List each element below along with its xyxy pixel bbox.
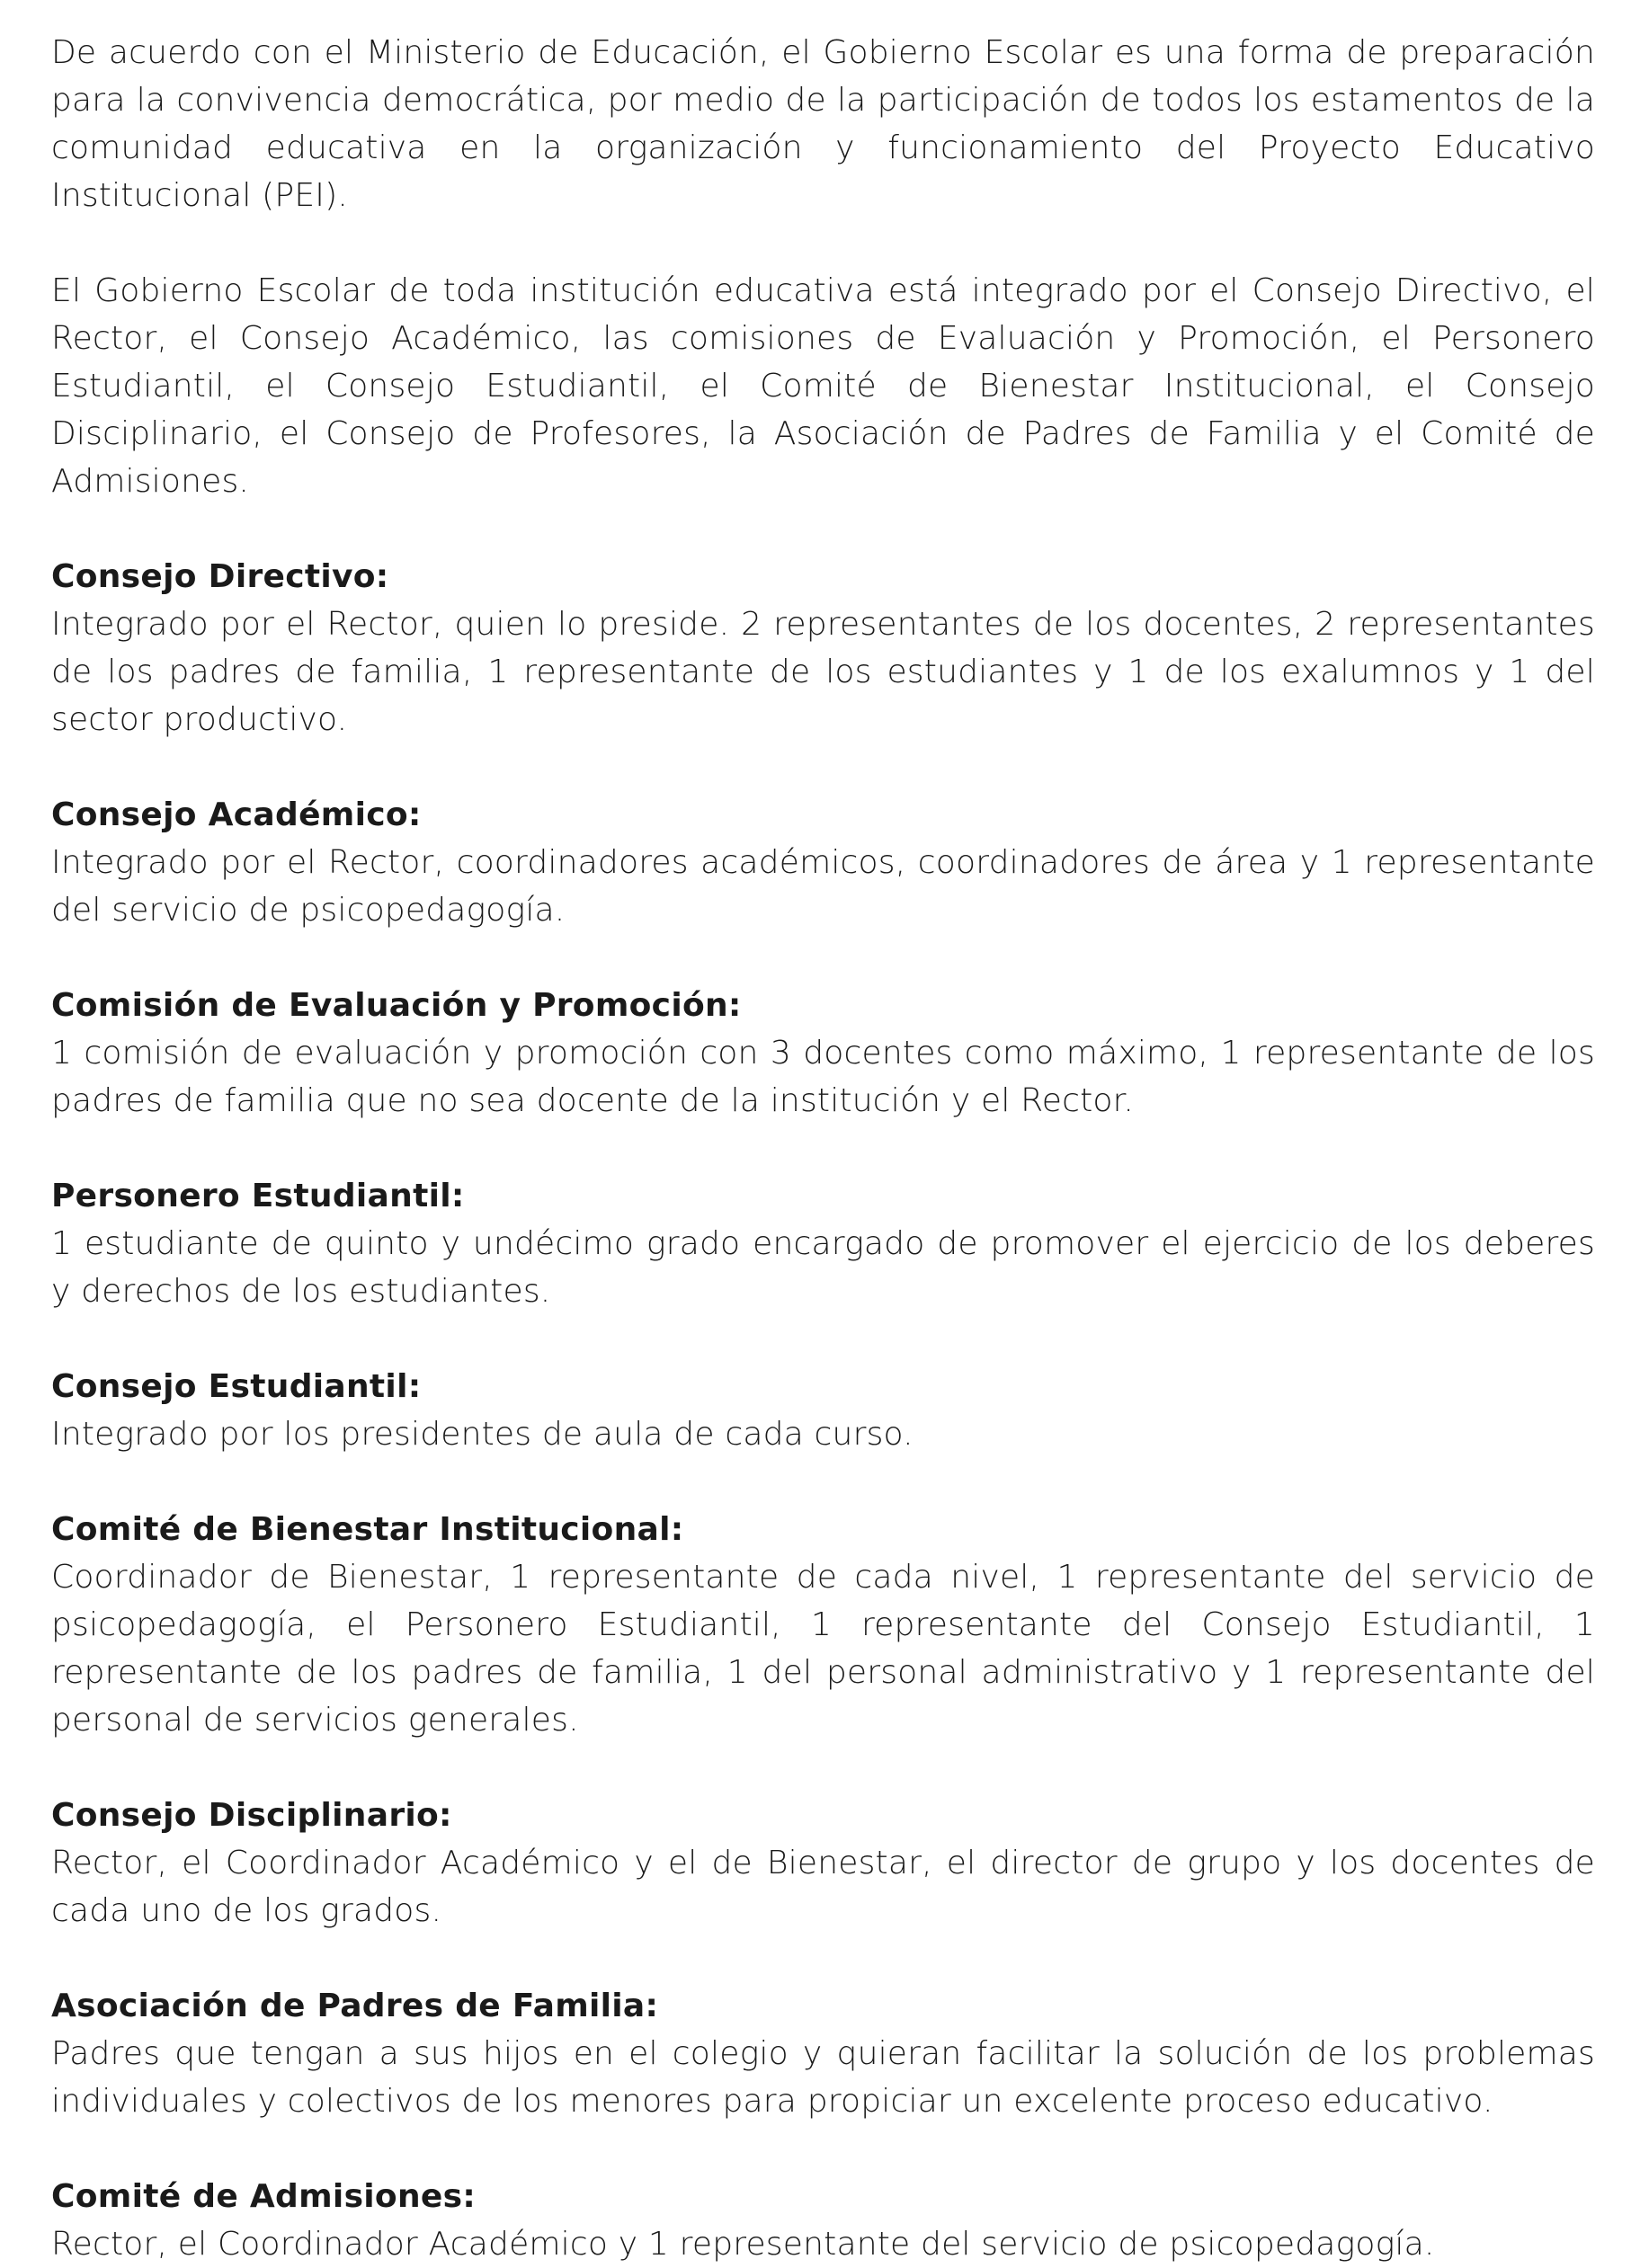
section-comision-evaluacion (51, 982, 1595, 1125)
section-body: Padres que tengan a sus hijos en el colegio y quieran facilitar la solución de los problemas individuales y colectivos de los menores para propiciar un excelente proceso educativo. (51, 2035, 1595, 2120)
section-title: Consejo Estudiantil: (51, 1368, 422, 1405)
spacer (51, 219, 1595, 267)
section-title: Comisión de Evaluación y Promoción: (51, 987, 742, 1024)
section-body: Coordinador de Bienestar, 1 representante de cada nivel, 1 representante del servicio de psicopedagogía, el Personero Estudiantil, 1 representante del Consejo Estudiantil, 1 representante de los padres de familia, 1 del personal administrativo y 1 representante del personal de servicios generales. (51, 1559, 1595, 1739)
section-body: Rector, el Coordinador Académico y el de Bienestar, el director de grupo y los docentes de cada uno de los grados. (51, 1845, 1595, 1929)
spacer (51, 1458, 1595, 1506)
spacer (51, 505, 1595, 553)
section-title: Comité de Admisiones: (51, 2178, 477, 2215)
spacer (51, 1125, 1595, 1172)
section-title: Asociación de Padres de Familia: (51, 1988, 659, 2024)
section-comite-admisiones (51, 2173, 1595, 2268)
section-title: Consejo Directivo: (51, 558, 389, 595)
intro-paragraph-1: De acuerdo con el Ministerio de Educación, el Gobierno Escolar es una forma de preparación para la convivencia democrática, por medio de la participación de todos los estamentos de la comunidad educativa en la organización y funcionamiento del Proyecto Educativo Institucional (PEI). (51, 34, 1595, 214)
section-consejo-disciplinario (51, 1792, 1595, 1934)
section-body: Integrado por el Rector, coordinadores académicos, coordinadores de área y 1 representante del servicio de psicopedagogía. (51, 844, 1595, 929)
section-consejo-directivo (51, 553, 1595, 743)
intro-paragraph-2: El Gobierno Escolar de toda institución educativa está integrado por el Consejo Directivo, el Rector, el Consejo Académico, las comisiones de Evaluación y Promoción, el Personero Estudiantil, el Consejo Estudiantil, el Comité de Bienestar Institucional, el Consejo Disciplinario, el Consejo de Profesores, la Asociación de Padres de Familia y el Comité de Admisiones. (51, 272, 1595, 500)
section-body: 1 estudiante de quinto y undécimo grado encargado de promover el ejercicio de los deberes y derechos de los estudiantes. (51, 1225, 1595, 1310)
section-consejo-estudiantil (51, 1363, 1595, 1458)
spacer (51, 1315, 1595, 1363)
section-title: Comité de Bienestar Institucional: (51, 1511, 684, 1548)
section-comite-bienestar (51, 1506, 1595, 1744)
section-body: Integrado por los presidentes de aula de cada curso. (51, 1416, 914, 1453)
section-body: Integrado por el Rector, quien lo preside. 2 representantes de los docentes, 2 representantes de los padres de familia, 1 representante de los estudiantes y 1 de los exalumnos y 1 del sector productivo. (51, 606, 1595, 738)
spacer (51, 1744, 1595, 1792)
section-body: Rector, el Coordinador Académico y 1 representante del servicio de psicopedagogía. (51, 2226, 1435, 2263)
spacer (51, 934, 1595, 982)
spacer (51, 1934, 1595, 1982)
section-body: 1 comisión de evaluación y promoción con 3 docentes como máximo, 1 representante de los padres de familia que no sea docente de la institución y el Rector. (51, 1035, 1595, 1119)
section-title: Consejo Disciplinario: (51, 1797, 452, 1834)
section-title: Consejo Académico: (51, 796, 422, 833)
section-title: Personero Estudiantil: (51, 1178, 465, 1214)
section-asociacion-padres (51, 1982, 1595, 2125)
section-personero-estudiantil (51, 1172, 1595, 1315)
spacer (51, 743, 1595, 791)
section-consejo-academico (51, 791, 1595, 934)
spacer (51, 2125, 1595, 2173)
